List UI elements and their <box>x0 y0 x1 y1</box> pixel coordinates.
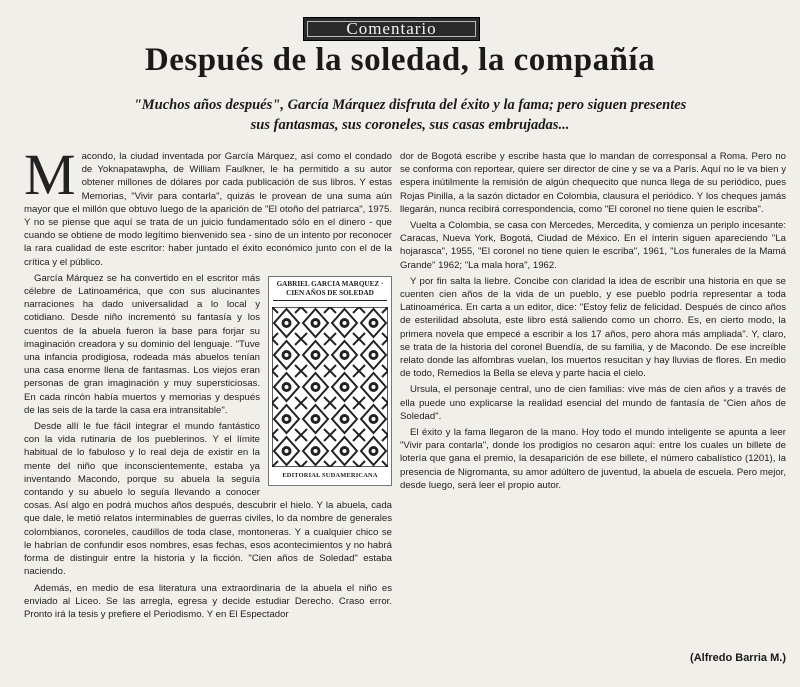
paragraph: García Márquez se ha convertido en el escritor más célebre de Latinoamérica, que con sus alucinantes narraciones ha dado universalidad a lo local y cotidiano. Desde niño incrementó su fantasía y los cuentos de la abuela fueron la base para forjar su imaginación creadora y su dominio del lenguaje. "Tuve una infancia prodigiosa, rodeada más abuelos tenían una casa enorme llena de fantasmas. Los viejos eran personas de gran imaginación y muy supersticiosas. En cada rincón había muertos y memorias y después de las seis de la tarde la casa era intransitable". <box>24 272 260 416</box>
book-cover-image <box>268 276 392 486</box>
book-cover-pattern <box>272 307 388 467</box>
paragraph-text: acondo, la ciudad inventada por García Márquez, así como el condado de Yoknapatawpha, de William Faulkner, le ha permitido a su autor obtener millones de dólares por cada publicación de sus libros. Y estas Memorias, "Vivir para contarla", quizás le provean de una suma aún mayor que el millón que obtuvo luego de la aparición de "El otoño del patriarca", 1975. Y no se piense que aquí se trata de un juicio fundamentado sólo en el dinero - que cuando se obtiene de modo legítimo bienvenido sea - sino de un intento por reconocer la rara cualidad de este escritor: haber juntado el éxito económico junto con el de la crítica y el público. <box>24 151 393 268</box>
article-column-right <box>400 150 786 495</box>
headline: Después de la soledad, la compañía <box>144 42 656 78</box>
subheadline: "Muchos años después", García Márquez disfruta del éxito y la fama; pero siguen presentes sus fantasmas, sus coroneles, sus casas embrujadas... <box>133 97 687 133</box>
author-signature: (Alfredo Barria M.) <box>690 652 786 664</box>
paragraph: Y por fin salta la liebre. Concibe con claridad la idea de escribir una historia en que se cuenten cien años de la vida de un pueblo, y ese pueblo podría representar a toda Latinoamérica. En carta a un editor, dice: "Estoy feliz de felicidad. Después de cinco años de esterilidad absoluta, este libro está saliendo como un chorro. Es, en cierto modo, la primera novela que empecé a escribir a los 17 años, pero ahora más ampliada". Y, claro, se trata de la historia del coronel Buendía, de su familia, y de Macondo. De ese increíble relato donde las alfombras vuelan, los muertos resucitan y hay lluvias de flores. En medio de todo, Remedios la Bella se eleva y parte hacia el cielo. <box>400 275 786 380</box>
article-column-left <box>24 142 393 624</box>
paragraph: El éxito y la fama llegaron de la mano. Hoy todo el mundo inteligente se apunta a leer "Vivir para contarla", donde los prodigios no cesaron aquí: entre los cuales un billete de lotería que gana el premio, la desaparición de ese billete, el número cabalístico (1201), la presencia de Nigromanta, su amor adúltero de juventud, la abuela de escuela. Pero mejor, desde luego, será leer el propio autor. <box>400 427 786 491</box>
paragraph: Además, en medio de esa literatura una extraordinaria de la abuela el niño es enviado al Liceo. Se las arregla, egresa y decide estudiar Derecho. Craso error. Pronto irá la tesis y prefiere el Periodismo. Y en El Espectador <box>24 582 392 620</box>
section-label: Comentario <box>303 17 480 41</box>
paragraph: Ursula, el personaje central, uno de cien familias: vive más de cien años y a través de ella puede uno explicarse la realidad esencial del mundo de fantasía de "Cien años de Soledad". <box>400 384 786 422</box>
book-cover-publisher: EDITORIAL SUDAMERICANA <box>282 471 378 479</box>
paragraph: Desde allí le fue fácil integrar el mundo fantástico con la vida rutinaria de los pueblerinos. Y el límite habitual de lo fabuloso y lo real deja de existir en la mente del niño que inconscientemente, estaba ya inventando Macondo, porque su abuela la seguía contando y su abuelo lo seguía llevando a conocer cosas. Así algo en podrá muchos años después, descubrir el hielo. Y la abuela, cada que dale, le metió relatos interminables de guerras civiles, lo da nombre de generales colombianos, coroneles, caudillos de toda clase, montoneras. Y a cualquier chico se le habrían de confundir esos nombres, esas fechas, esos acontecimientos y no habrá forma de distinguir entre la historia y la ficción. "Cien años de Soledad" estaba naciendo. <box>24 421 392 578</box>
drop-cap: M <box>24 142 76 207</box>
paragraph: Vuelta a Colombia, se casa con Mercedes, Mercedita, y comienza un periplo incesante: Caracas, Nueva York, Bogotá, Ciudad de México. En el ínterin siguen apareciendo "La hojarasca", 1955, "El coronel no tiene quien le escriba", 1961, "Los funerales de la Mamá Grande" 1962; "La mala hora", 1962. <box>400 220 786 271</box>
paragraph <box>24 142 393 269</box>
book-cover-title: GABRIEL GARCIA MARQUEZ · CIEN AÑOS DE SOLEDAD <box>273 280 387 301</box>
paragraph: dor de Bogotá escribe y escribe hasta que lo mandan de corresponsal a Roma. Pero no se conforma con reportear, quiere ser director de cine y se va a París. Aquí no le va bien y espera inútilmente la remisión de algún chequecito que nunca llega de su periódico, pues Rojas Pinilla, a la sazón dictador en Colombia, clausura el periódico. Y los cheques jamás llegarán, nunca recibirá correspondencia, como "El coronel no tiene quien le escriba". <box>400 151 786 215</box>
